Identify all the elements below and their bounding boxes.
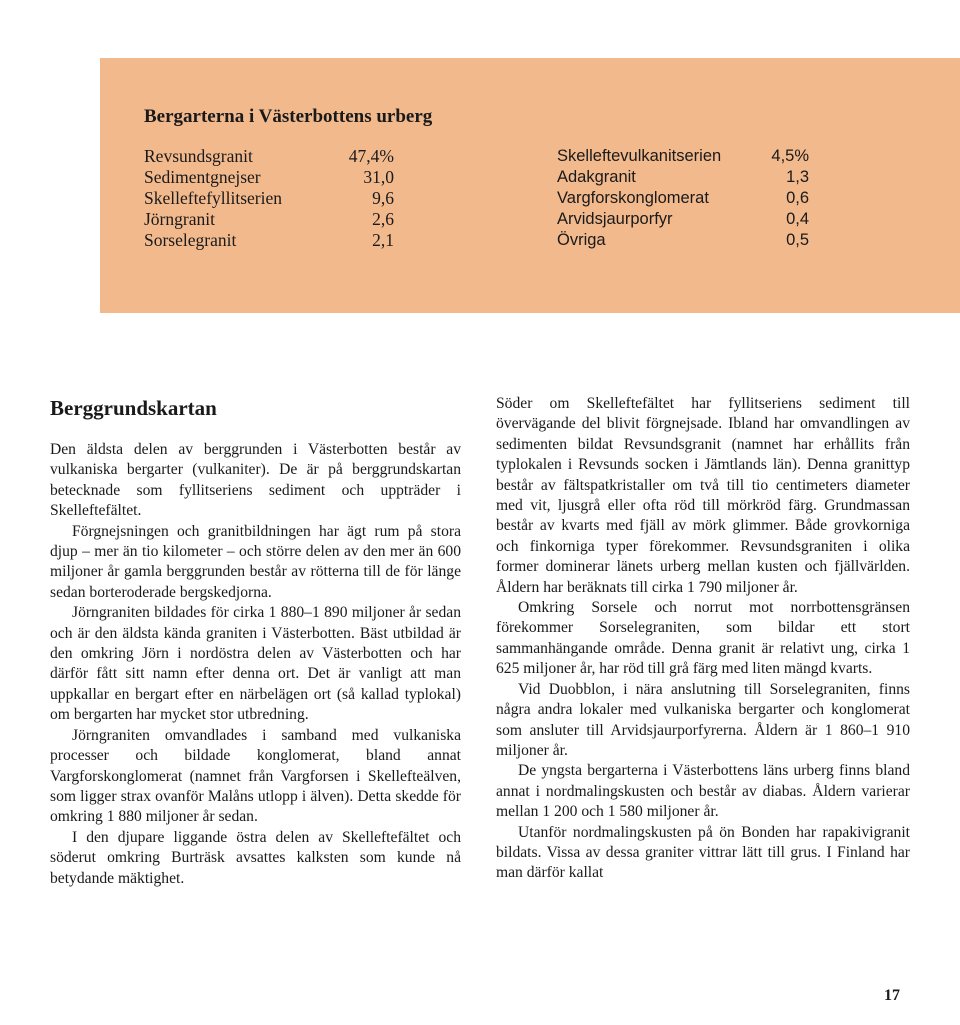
table-row (144, 209, 394, 230)
rock-percent: 0,4 (786, 210, 809, 228)
rock-table-left (144, 146, 394, 251)
rock-percent: 2,6 (372, 209, 394, 229)
paragraph: Jörngraniten omvandlades i samband med vulkaniska processer och bildade konglomerat, bland annat Vargforskonglomerat (namnet från Vargforsen i Skellefteälven, som ligger strax ovanför Malåns utlopp i älven). Detta skedde för omkring 1 880 miljoner år sedan. (50, 726, 461, 826)
rock-name: Arvidsjaurporfyr (557, 210, 673, 228)
table-row (144, 146, 394, 167)
table-row (557, 230, 809, 251)
rock-name: Skelleftevulkanitserien (557, 147, 722, 165)
rock-percent: 31,0 (363, 167, 394, 187)
rock-name: Skelleftefyllitserien (144, 188, 283, 208)
table-row (144, 167, 394, 188)
rock-percent: 0,5 (786, 231, 809, 249)
rock-types-box (100, 58, 960, 313)
article-title: Berggrundskartan (50, 396, 217, 420)
paragraph: Söder om Skelleftefältet har fyllitseriens sediment till övervägande del blivit förgnejsade. Ibland har omvandlingen av sedimenten bildat Revsundsgranit (namnet har erhållits från typlokalen i Revsunds socken i Jämtlands län). Denna granittyp består av fältspatkristaller om två till tio centimeters diameter med vit, ljusgrå eller ofta röd till mörkröd färg. Grundmassan består av kvarts med fjäll av mörk glimmer. Både grovkorniga och finkorniga typer förekommer. Revsundsgraniten i olika former dominerar länets urberg mellan kusten och fjällvärlden. Åldern har beräknats till cirka 1 790 miljoner år. (496, 395, 910, 596)
paragraph: Förgnejsningen och granitbildningen har ägt rum på stora djup – mer än tio kilometer – och större delen av den mer än 600 miljoner år gamla berggrunden består av rötterna till de för länge sedan borteroderade bergskedjorna. (50, 522, 461, 601)
rock-percent: 47,4% (348, 146, 394, 166)
table-row (557, 209, 809, 230)
table-row (557, 188, 809, 209)
rock-percent: 1,3 (786, 168, 809, 186)
table-row (144, 188, 394, 209)
paragraph: Jörngraniten bildades för cirka 1 880–1 890 miljoner år sedan och är den äldsta kända graniten i Västerbotten. Bäst utbildad är den omkring Jörn i nordöstra delen av Västerbotten och har därför fått sitt namn efter denna ort. Det är vanligt att man uppkallar en bergart efter en närbelägen ort (så kallad typlokal) om bergarten har mycket stor utbredning. (50, 604, 461, 724)
paragraph: Utanför nordmalingskusten på ön Bonden har rapakivigranit bildats. Vissa av dessa graniter vittrar lätt till grus. I Finland har man därför kallat (496, 823, 910, 882)
rock-percent: 0,6 (786, 189, 809, 207)
rock-name: Adakgranit (557, 168, 636, 186)
rock-name: Jörngranit (144, 209, 215, 229)
page-number: 17 (884, 987, 900, 1004)
rock-percent: 2,1 (372, 230, 394, 250)
rock-name: Övriga (557, 231, 606, 249)
paragraph: Den äldsta delen av berggrunden i Västerbotten består av vulkaniska bergarter (vulkaniter). De är på berggrundskartan betecknade som fyllitseriens sediment och uppträder i Skelleftefältet. (50, 441, 461, 520)
table-row (557, 167, 809, 188)
rock-table-right (557, 146, 809, 251)
rock-name: Sorselegranit (144, 230, 237, 250)
rock-name: Revsundsgranit (144, 146, 253, 166)
rock-percent: 4,5% (771, 147, 809, 165)
table-row (557, 146, 809, 167)
table-row (144, 230, 394, 251)
rock-name: Sedimentgnejser (144, 167, 261, 187)
rock-percent: 9,6 (372, 188, 394, 208)
rock-name: Vargforskonglomerat (557, 189, 709, 207)
paragraph: I den djupare liggande östra delen av Skelleftefältet och söderut omkring Burträsk avsattes kalksten som kunde nå betydande mäktighet. (50, 828, 461, 887)
text-column-right (496, 394, 910, 884)
box-title: Bergarterna i Västerbottens urberg (144, 106, 433, 127)
paragraph: De yngsta bergarterna i Västerbottens läns urberg finns bland annat i nordmalingskusten och består av diabas. Åldern varierar mellan 1 200 och 1 580 miljoner år. (496, 762, 910, 821)
text-column-left (50, 440, 461, 889)
paragraph: Vid Duobblon, i nära anslutning till Sorselegraniten, finns några andra lokaler med vulkaniska bergarter och konglomerat som ansluter till Arvidsjaurporfyrerna. Åldern är 1 860–1 910 miljoner år. (496, 680, 910, 759)
paragraph: Omkring Sorsele och norrut mot norrbottensgränsen förekommer Sorselegraniten, som bildar ett stort sammanhängande område. Denna granit är relativt ung, cirka 1 625 miljoner år, har röd till grå färg med liten mängd kvarts. (496, 599, 910, 678)
